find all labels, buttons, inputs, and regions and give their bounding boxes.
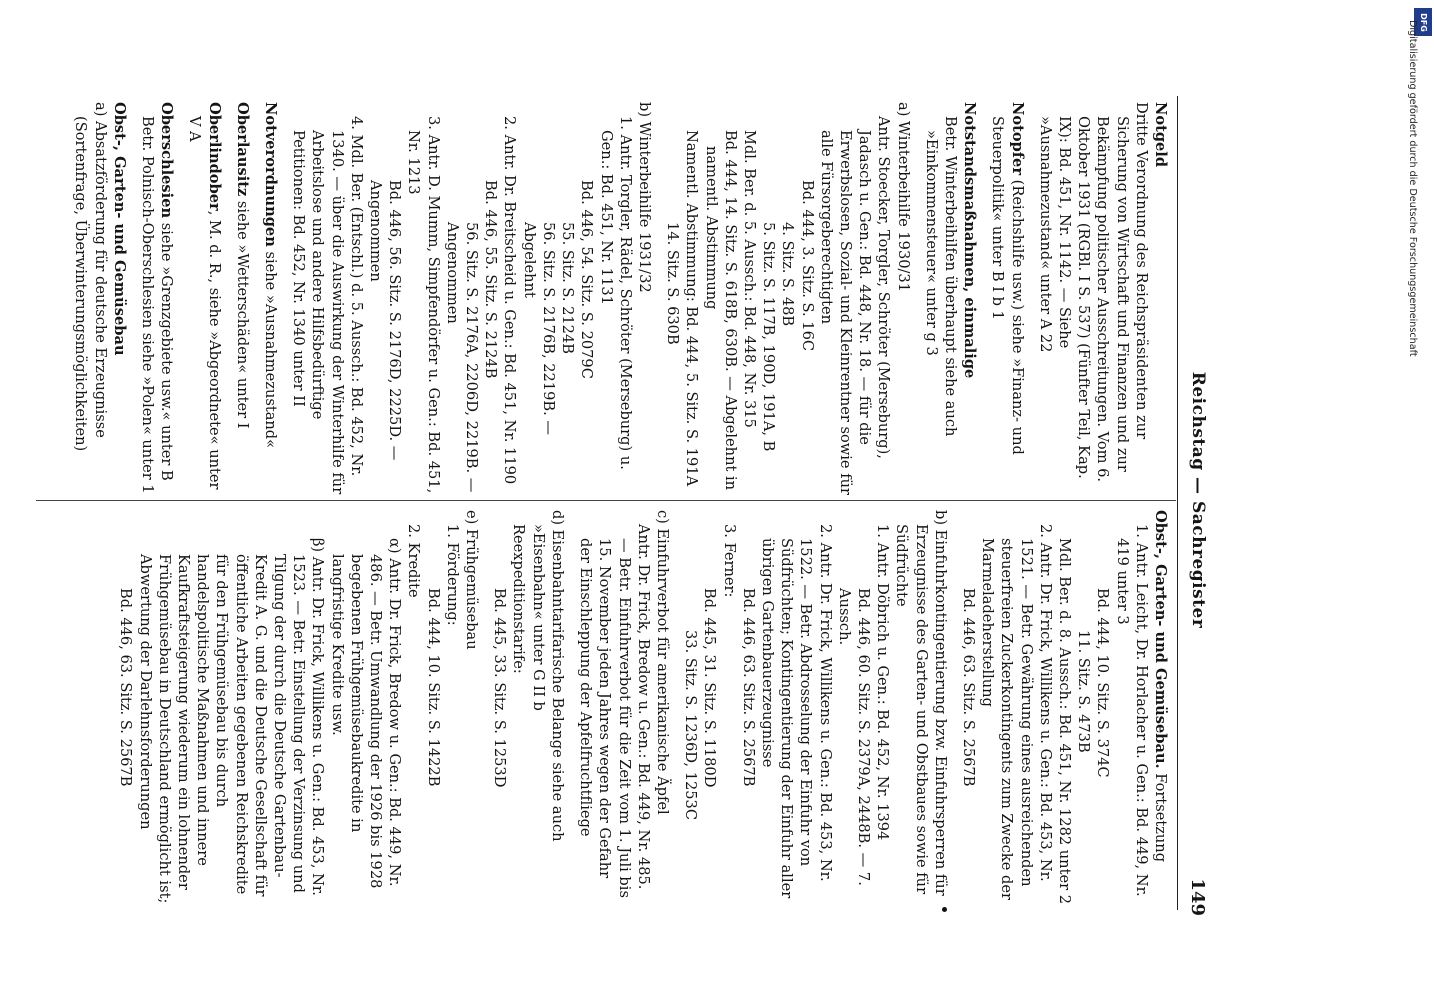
index-heading	[1151, 102, 1170, 497]
left-column	[71, 102, 1170, 497]
citation-line: Bd. 445, 31. Sitz. S. 1180D	[701, 588, 719, 788]
entry-spacer	[654, 102, 663, 497]
index-heading	[185, 102, 223, 497]
heading-keyword: Oberlindober	[205, 102, 223, 211]
heading-keyword: Oberschlesien	[158, 102, 176, 219]
index-heading	[1151, 510, 1170, 905]
citation-line: Bd. 446, 54. Sitz. S. 2079C	[578, 180, 596, 379]
entry-spacer	[979, 102, 988, 497]
index-entry: 4. Mdl. Ber. (Entschl.) d. 5. Aussch.: Bd. 452, Nr. 1340. — über die Auswirkung der Winterhilfe für Arbeitslose und andere Hilfsbedürftige	[309, 116, 365, 495]
index-entry: 2. Antr. Dr. Frick, Willikens u. Gen.: Bd. 453, Nr. 1521. — Betr. Gewährung eines ausreichenden steuerfreien Zuckerkontingents zum Zwecke der Marmeladeherstellung	[979, 524, 1054, 900]
entry-spacer	[567, 510, 576, 905]
column-divider	[36, 500, 1176, 501]
right-column	[116, 510, 1170, 905]
citation-line: Bd. 446, 56. Sitz. S. 2176D, 2225D. — Angenommen	[367, 180, 404, 461]
citation-line: Bd. 445, 33. Sitz. S. 1253D	[491, 588, 509, 788]
heading-keyword: Notstandsmaßnahmen, einmalige	[961, 102, 979, 379]
index-heading	[960, 102, 979, 497]
index-heading	[157, 102, 176, 497]
page-number: 149	[1187, 878, 1208, 916]
entry-spacer	[1027, 102, 1036, 497]
index-entry: b) Einfuhrkontingentierung bzw. Einfuhrsperren für Erzeugnisse des Garten- und Obstbaues sowie für Südfrüchte	[893, 510, 949, 896]
index-entry: β) Antr. Dr. Frick, Willikens u. Gen.: Bd. 453, Nr. 1523. — Betr. Einstellung der Verzinsung und Tilgung der durch die Deutsche Gartenbau-Kredit A. G. und die Deutsche Gesellschaft für öffentliche Arbeiten gegebenen Reichskredite für den Frühgemüsebau bis durch handelspolitische Maßnahmen und innere Kaufkraftsteigerung wiederum ein lohnender Frühgemüsebau in Deutschland ermöglicht ist; Abwertung der Darlehnsforderungen	[136, 538, 327, 904]
index-entry: Bd. 444, 14. Sitz. S. 618B, 630B. — Abgelehnt in namentl. Abstimmung	[702, 130, 739, 491]
running-title: Reichstag — Sachregister	[1188, 371, 1208, 629]
index-entry: 3. Ferner:	[720, 524, 738, 598]
index-entry: 3. Antr. D. Mumm, Simpfendörfer u. Gen.: Bd. 451, Nr. 1213	[405, 116, 442, 494]
heading-reference: siehe »Ausnahmezustand«	[262, 246, 280, 449]
entry-spacer	[950, 510, 959, 905]
citation-line: Bd. 446, 63. Sitz. S. 2567B	[959, 588, 977, 787]
funding-credit: Digitalisierung gefördert durch die Deutsche Forschungsgemeinschaft	[1407, 20, 1418, 357]
citation-line: Bd. 446, 55. Sitz. S. 2124B	[482, 180, 500, 379]
index-entry: 2. Kredite	[405, 524, 423, 598]
citation-line: Bd. 446, 60. Sitz. S. 2379A, 2448B. — 7. Aussch.	[835, 588, 872, 886]
citation-line: Bd. 444, 3. Sitz. S. 16C	[798, 180, 816, 352]
citation-line: 14. Sitz. S. 630B	[664, 222, 682, 345]
index-entry: Mdl. Ber. d. 8. Aussch.: Bd. 451, Nr. 1282 unter 2	[1055, 538, 1073, 904]
heading-reference: siehe »Grenzgebiete usw.« unter B	[158, 218, 176, 481]
index-entry: 2. Antr. Dr. Breitscheid u. Gen.: Bd. 451, Nr. 1190	[501, 116, 519, 485]
heading-keyword: Obst-, Garten- und Gemüsebau.	[1152, 510, 1169, 769]
entry-spacer	[224, 102, 233, 497]
index-entry: 2. Antr. Dr. Frick, Willikens u. Gen.: Bd. 453, Nr. 1522. — Betr. Abdrosselung der Einfuhr von Südfrüchten; Kontingentierung der Einfuhr aller übrigen Gartenbauerzeugnisse	[758, 524, 834, 899]
index-entry: Namentl. Abstimmung: Bd. 444, 5. Sitz. S. 191A	[683, 130, 701, 487]
citation-line: 56. Sitz. S. 2176A, 2206D, 2219B. — Angenommen	[443, 222, 481, 493]
index-entry: Antr. Dr. Frick, Bredow u. Gen.: Bd. 449, Nr. 485. — Betr. Einfuhrverbot für die Zeit vom 1. Juli bis 15. November jeden Jahres wegen der Gefahr der Einschleppung der Apfelfruchtfliege	[577, 524, 652, 898]
index-entry: Reexpeditionstarife:	[510, 524, 528, 674]
index-entry: 1. Antr. Torgler, Rädel, Schröter (Merseburg) u. Gen.: Bd. 451, Nr. 1131	[597, 116, 634, 470]
heading-reference: (Reichshilfe usw.) siehe »Finanz- und Steuerpolitik« unter B I b 1	[989, 116, 1026, 455]
index-heading	[261, 102, 280, 497]
index-entry: b) Winterbeihilfe 1931/32	[635, 102, 653, 293]
index-entry: Petitionen: Bd. 452, Nr. 1340 unter II	[290, 130, 308, 407]
heading-reference: siehe »Wetterschäden« unter I	[233, 196, 251, 429]
citation-line: Bd. 444, 10. Sitz. S. 1422B	[424, 588, 442, 787]
entry-spacer	[176, 102, 185, 497]
index-entry: 1. Antr. Leicht, Dr. Horlacher u. Gen.: Bd. 449, Nr. 419 unter 3	[1113, 524, 1150, 897]
print-speck	[942, 907, 947, 912]
index-heading	[110, 102, 129, 497]
citation-line: 55. Sitz. S. 2124B	[559, 222, 577, 354]
citation-line: 11. Sitz. S. 473B	[1075, 630, 1093, 753]
heading-keyword: Notopfer	[1008, 102, 1026, 176]
citation-line: 4. Sitz. S. 48B	[779, 222, 797, 327]
heading-keyword: Obst-, Garten- und Gemüsebau	[110, 102, 128, 356]
citation-line: 56. Sitz. S. 2176B, 2219B. — Abgelehnt	[520, 222, 557, 435]
index-heading	[988, 102, 1026, 497]
entry-spacer	[481, 510, 490, 905]
citation-line: Bd. 444, 10. Sitz. S. 374C	[1094, 588, 1112, 778]
header-rule	[1177, 96, 1178, 910]
citation-line: 33. Sitz. S. 1236D, 1253C	[682, 630, 700, 821]
dfg-logo: DFG	[1414, 8, 1432, 36]
index-entry: Mdl. Ber. d. 5. Aussch.: Bd. 448, Nr. 315	[740, 130, 758, 428]
heading-keyword: Oberlausitz	[233, 102, 251, 197]
index-heading	[233, 102, 252, 497]
heading-reference: , M. d. R., siehe »Abgeordnete« unter V A	[186, 116, 223, 490]
heading-reference: Fortsetzung	[1152, 768, 1169, 863]
citation-line: Bd. 446, 63. Sitz. S. 2567B	[117, 588, 135, 787]
index-entry: 1. Antr. Döbrich u. Gen.: Bd. 452, Nr. 1394	[874, 524, 892, 841]
heading-keyword: Notgeld	[1152, 102, 1169, 168]
index-entry: c) Einfuhrverbot für amerikanische Äpfel	[653, 510, 671, 815]
entry-spacer	[672, 510, 681, 905]
index-entry: e) Frühgemüsebau	[463, 510, 481, 650]
entry-spacer	[280, 102, 289, 497]
citation-line: 5. Sitz. S. 117B, 190D, 191A, B	[760, 222, 778, 452]
index-entry: α) Antr. Dr. Frick, Bredow u. Gen.: Bd. 449, Nr. 486. — Betr. Umwandlung der 1926 bis 1928 begebenen Frühgemüsebaukredite in langfristige Kredite usw.	[328, 538, 404, 889]
index-entry: Antr. Stoecker, Torgler, Schröter (Merseburg), Jadasch u. Gen.: Bd. 448, Nr. 18. — für die Erwerbslosen, Sozial- und Kleinrentner sowie für alle Fürsorgeberechtigten	[817, 116, 893, 495]
index-entry: Betr. Polnisch-Oberschlesien siehe »Polen« unter 1	[139, 116, 157, 494]
entry-spacer	[252, 102, 261, 497]
heading-keyword: Notverordnungen	[262, 102, 280, 247]
entry-spacer	[913, 102, 922, 497]
index-entry: a) Absatzförderung für deutsche Erzeugnisse (Sortenfrage, Überwinterungsmöglichkeiten)	[72, 102, 109, 452]
running-header	[1182, 0, 1208, 1000]
citation-line: Bd. 446, 63. Sitz. S. 2567B	[739, 588, 757, 787]
index-entry: d) Eisenbahntarifarische Belange siehe auch »Eisenbahn« unter G II b	[529, 510, 566, 842]
entry-spacer	[129, 102, 138, 497]
index-entry: Betr. Winterbeihilfen überhaupt siehe auch »Einkommensteuer« unter g 3	[922, 116, 959, 437]
index-entry: a) Winterbeihilfe 1930/31	[894, 102, 912, 293]
index-entry: Dritte Verordnung des Reichspräsidenten zur Sicherung von Wirtschaft und Finanzen und zur Bekämpfung politischer Ausschreitungen. Vom 6. Oktober 1931 (RGBl. I S. 537) (Fünfter Teil, Kap. IX): Bd. 451, Nr. 1142. — Siehe »Ausnahmezustand« unter A 22	[1036, 102, 1150, 483]
index-entry: 1. Förderung:	[443, 524, 461, 626]
